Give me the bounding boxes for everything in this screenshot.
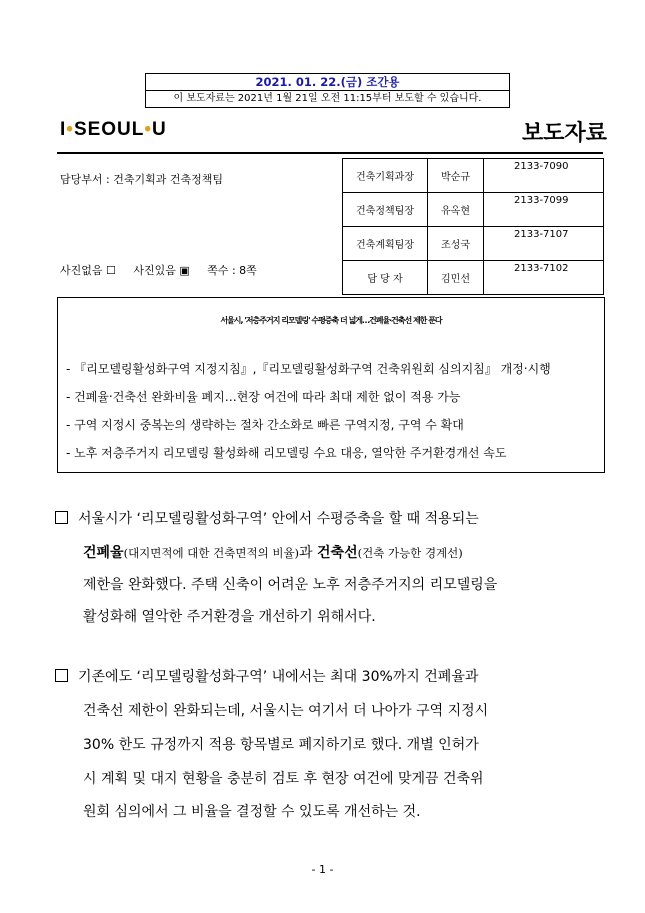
photo-page-info: 사진없음 ☐ 사진있음 ▣ 쪽수 : 8쪽: [60, 264, 257, 277]
text: 기존에도 ‘리모델링활성화구역’ 내에서는 최대 30%까지 건폐율과: [78, 669, 479, 685]
headline-title: 서울시, '저층주거지 리모델링' 수평증축 더 넓게…건폐율‧건축선 제한 푼다: [220, 316, 442, 325]
header-divider: [57, 152, 603, 154]
paragraph-line: 제한을 완화했다. 주택 신축이 어려운 노후 저층주거지의 리모델링을: [83, 577, 498, 593]
paragraph-line: 활성화해 열악한 주거환경을 개선하기 위해서다.: [83, 609, 376, 625]
contact-name: 김민선: [428, 261, 484, 295]
headline-bullet: - 『리모델링활성화구역 지정지침』,『리모델링활성화구역 건축위원회 심의지침』 개정‧시행: [66, 362, 551, 376]
contact-name: 유옥현: [428, 193, 484, 227]
headline-bullet: - 건폐율‧건축선 완화비율 폐지…현장 여건에 따라 최대 제한 없이 적용 가능: [66, 390, 461, 404]
contact-role: 건축계획팀장: [343, 227, 428, 261]
headline-bullet: - 노후 저층주거지 리모델링 활성화해 리모델링 수요 대응, 열악한 주거환경개선 속도: [66, 446, 507, 460]
contact-name: 박순규: [428, 159, 484, 193]
table-row: [343, 193, 604, 227]
definition-bcr: (대지면적에 대한 건축면적의 비율): [123, 546, 300, 560]
text: 서울시가 ‘리모델링활성화구역’ 안에서 수평증축을 할 때 적용되는: [78, 511, 479, 527]
paragraph-line: 건축선 제한이 완화되는데, 서울시는 여기서 더 나아가 구역 지정시: [83, 703, 489, 719]
contact-phone: 2133-7090: [484, 159, 604, 193]
square-bullet-icon: [55, 669, 68, 682]
embargo-date: 2021. 01. 22.(금) 조간용: [146, 74, 509, 91]
logo-part-seoul: SEOUL: [73, 119, 145, 140]
embargo-box: [145, 73, 510, 108]
logo-dot: •: [66, 119, 74, 140]
seoul-logo: [60, 119, 167, 141]
paragraph-line: [55, 666, 478, 686]
logo-dot: •: [144, 119, 153, 140]
square-bullet-icon: [55, 511, 68, 524]
contact-name: 조성국: [428, 227, 484, 261]
table-row: [343, 159, 604, 193]
headline-bullet: - 구역 지정시 중복논의 생략하는 절차 간소화로 빠른 구역지정, 구역 수 확대: [66, 418, 464, 432]
contacts-table: [342, 158, 604, 295]
contact-role: 담 당 자: [343, 261, 428, 295]
table-row: [343, 261, 604, 295]
page-number: - 1 -: [311, 863, 334, 876]
paragraph-line: [55, 508, 479, 528]
contact-phone: 2133-7099: [484, 193, 604, 227]
logo-part-i: I: [60, 119, 67, 140]
contact-phone: 2133-7102: [484, 261, 604, 295]
text: 과: [299, 545, 318, 561]
paragraph-line: 시 계획 및 대지 현황을 충분히 검토 후 현장 여건에 맞게끔 건축위: [83, 771, 484, 787]
contact-role: 건축기획과장: [343, 159, 428, 193]
logo-part-u: U: [152, 119, 167, 140]
contact-role: 건축정책팀장: [343, 193, 428, 227]
table-row: [343, 227, 604, 261]
term-building-line: 건축선: [317, 545, 358, 561]
definition-building-line: (건축 가능한 경계선): [357, 546, 463, 560]
department-line: 담당부서 : 건축기획과 건축정책팀: [60, 173, 223, 186]
paragraph-line: 원회 심의에서 그 비율을 결정할 수 있도록 개선하는 것.: [83, 804, 421, 820]
press-release-label: 보도자료: [521, 121, 607, 146]
paragraph-line: [83, 542, 463, 562]
contact-phone: 2133-7107: [484, 227, 604, 261]
term-bcr: 건폐율: [83, 545, 124, 561]
embargo-notice: 이 보도자료는 2021년 1월 21일 오전 11:15부터 보도할 수 있습니다.: [173, 93, 482, 104]
headline-box: [57, 297, 605, 473]
paragraph-line: 30% 한도 규정까지 적용 항목별로 폐지하기로 했다. 개별 인허가: [83, 737, 479, 753]
